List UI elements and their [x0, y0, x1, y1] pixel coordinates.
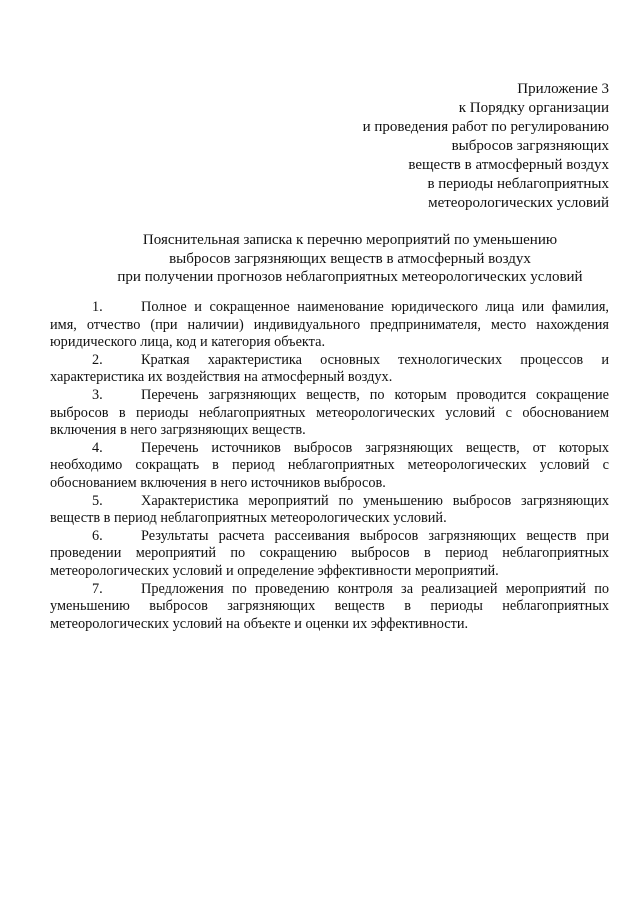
title-line: Пояснительная записка к перечню мероприятий по уменьшению — [142, 232, 558, 248]
document-body — [50, 299, 609, 633]
list-item — [50, 493, 609, 528]
appendix-line: Приложение 3 — [517, 81, 609, 97]
item-text: Краткая характеристика основных технологических процессов и характеристика их воздействия на атмосферный воздух. — [50, 351, 609, 386]
title-line: выбросов загрязняющих веществ в атмосферный воздух — [169, 250, 531, 267]
appendix-line: в периоды неблагоприятных — [427, 176, 609, 192]
appendix-line: выбросов загрязняющих — [451, 138, 609, 154]
item-text: Перечень загрязняющих веществ, по которым проводится сокращение выбросов в периоды неблагоприятных метеорологических условий с обоснованием включения в него загрязняющих веществ. — [50, 386, 609, 439]
item-text: Результаты расчета рассеивания выбросов загрязняющих веществ при проведении мероприятий по сокращению выбросов в период неблагоприятных метеорологических условий и определение эффективности мероприятий. — [50, 527, 609, 579]
item-text: Перечень источников выбросов загрязняющих веществ, от которых необходимо сокращать в период неблагоприятных метеорологических условий с обоснованием включения в него источников выбросов. — [50, 439, 609, 491]
list-item — [50, 352, 609, 387]
list-item — [50, 299, 609, 352]
item-number: 4. — [92, 439, 103, 456]
document-title — [40, 231, 640, 287]
appendix-header — [289, 80, 609, 213]
appendix-line: веществ в атмосферный воздух — [408, 157, 609, 173]
item-text: Предложения по проведению контроля за реализацией мероприятий по уменьшению выбросов загрязняющих веществ в периоды неблагоприятных метеорологических условий на объекте и оценки их эффективности. — [50, 580, 609, 632]
item-number: 5. — [92, 492, 103, 509]
list-item — [50, 528, 609, 581]
appendix-line: к Порядку организации — [458, 100, 609, 116]
list-item — [50, 581, 609, 634]
item-text: Характеристика мероприятий по уменьшению выбросов загрязняющих веществ в период неблагоприятных метеорологических условий. — [50, 492, 609, 527]
appendix-line: и проведения работ по регулированию — [362, 119, 609, 135]
item-number: 3. — [92, 386, 103, 403]
item-number: 2. — [92, 351, 103, 368]
item-text: Полное и сокращенное наименование юридического лица или фамилия, имя, отчество (при наличии) индивидуального предпринимателя, место нахождения юридического лица, код и категория объекта. — [50, 299, 609, 351]
list-item — [50, 440, 609, 493]
title-line: при получении прогнозов неблагоприятных метеорологических условий — [117, 269, 583, 285]
item-number: 1. — [92, 299, 103, 315]
appendix-line: метеорологических условий — [428, 195, 609, 211]
item-number: 7. — [92, 580, 103, 597]
list-item — [50, 387, 609, 440]
item-number: 6. — [92, 527, 103, 544]
